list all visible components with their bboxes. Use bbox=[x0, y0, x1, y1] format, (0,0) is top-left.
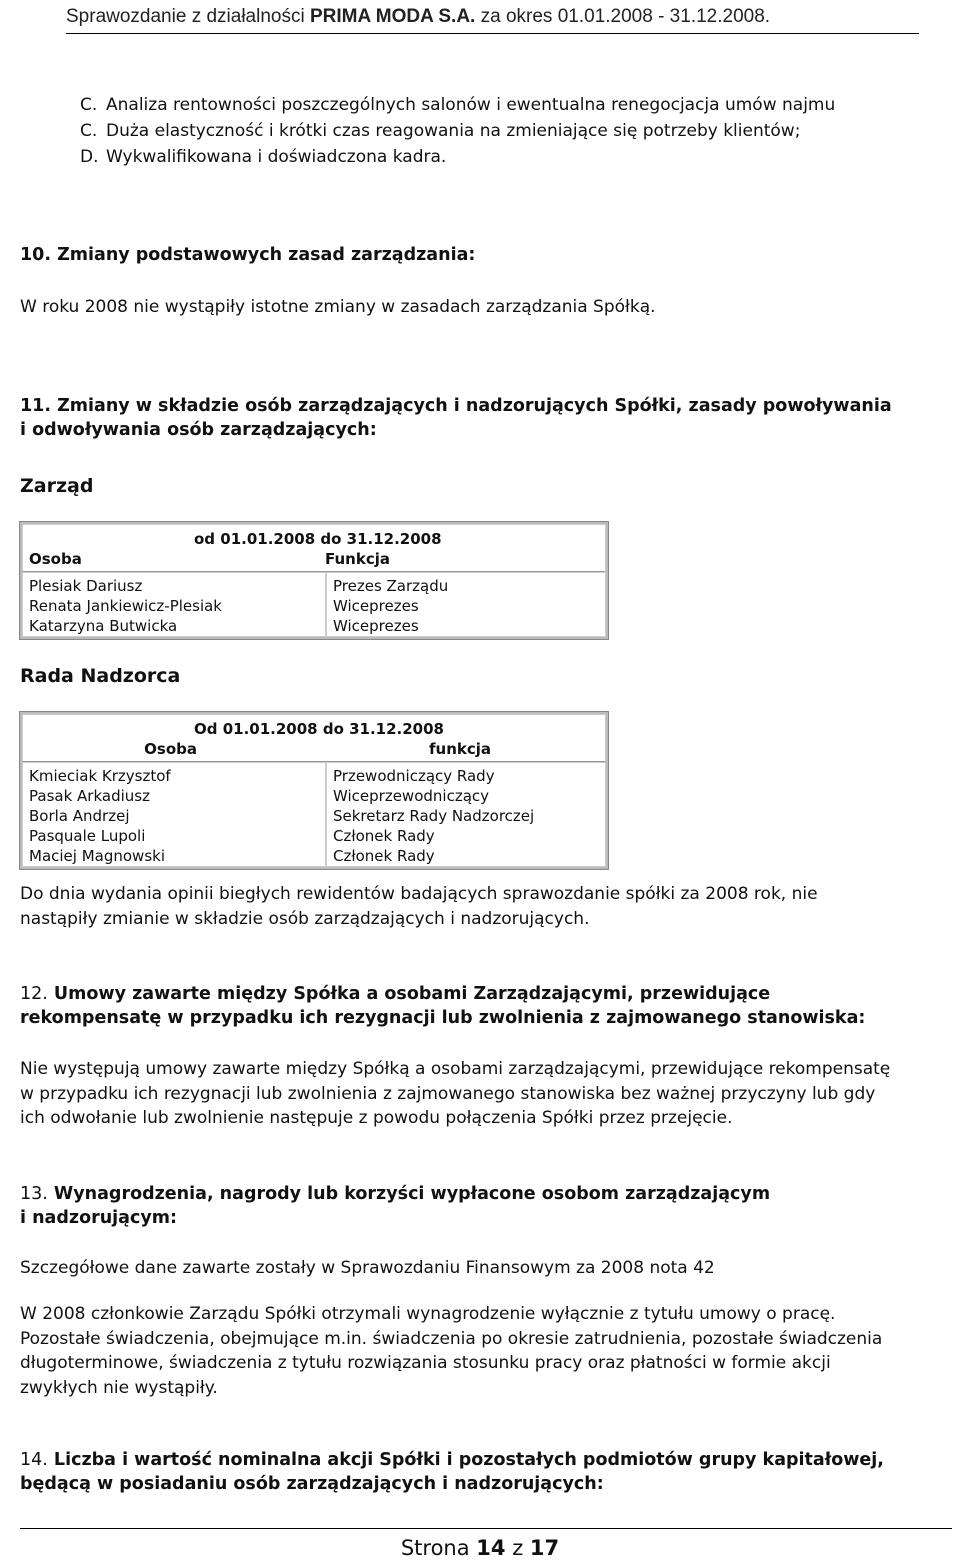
section-11-heading-line2: i odwoływania osób zarządzających: bbox=[20, 420, 377, 440]
current-page: 14 bbox=[476, 1536, 506, 1560]
page-footer bbox=[0, 1520, 960, 1563]
zarzad-title: Zarząd bbox=[20, 475, 94, 497]
section-14-heading bbox=[20, 1448, 884, 1496]
header-title bbox=[66, 6, 770, 28]
person-function: Członek Rady bbox=[333, 847, 435, 865]
table-row bbox=[22, 762, 606, 867]
table-period: od 01.01.2008 do 31.12.2008 bbox=[194, 530, 442, 548]
person-name: Pasak Arkadiusz bbox=[29, 787, 150, 805]
person-function: Członek Rady bbox=[333, 827, 435, 845]
advantages-list bbox=[80, 92, 940, 170]
section-14-heading-line2: będącą w posiadaniu osób zarządzających i nadzorujących: bbox=[20, 1474, 604, 1494]
list-letter: D. bbox=[80, 147, 99, 167]
table-header-cell bbox=[22, 714, 606, 762]
list-text: Analiza rentowności poszczególnych salonów i ewentualna renegocjacja umów najmu bbox=[106, 95, 836, 115]
person-name: Pasquale Lupoli bbox=[29, 827, 146, 845]
zarzad-table bbox=[20, 522, 608, 639]
list-item bbox=[80, 144, 940, 170]
table-cell bbox=[22, 572, 326, 637]
list-text: Duża elastyczność i krótki czas reagowania na zmieniające się potrzeby klientów; bbox=[106, 121, 801, 141]
section-13-heading-line2: i nadzorującym: bbox=[20, 1208, 178, 1228]
section-11-note bbox=[20, 882, 818, 931]
person-name: Renata Jankiewicz-Plesiak bbox=[29, 597, 222, 615]
list-item bbox=[80, 92, 940, 118]
section-number: 13. bbox=[20, 1184, 48, 1204]
person-name: Katarzyna Butwicka bbox=[29, 617, 178, 635]
note-line: nastąpiły zmianie w składzie osób zarządzających i nadzorujących. bbox=[20, 908, 590, 929]
header-prefix: Sprawozdanie z działalności bbox=[66, 6, 310, 27]
person-name: Maciej Magnowski bbox=[29, 847, 165, 865]
section-13-para2 bbox=[20, 1302, 882, 1400]
header-rule bbox=[66, 33, 919, 34]
section-13-para1: Szczegółowe dane zawarte zostały w Sprawozdaniu Finansowym za 2008 nota 42 bbox=[20, 1258, 715, 1278]
header-period: za okres 01.01.2008 - 31.12.2008. bbox=[475, 6, 771, 27]
section-11-heading bbox=[20, 394, 892, 442]
section-10-text: W roku 2008 nie wystąpiły istotne zmiany w zasadach zarządzania Spółką. bbox=[20, 297, 656, 317]
page-number bbox=[0, 1536, 960, 1560]
table-header-row bbox=[22, 714, 606, 762]
total-pages: 17 bbox=[529, 1536, 560, 1560]
section-number: 14. bbox=[20, 1450, 48, 1470]
section-13-heading bbox=[20, 1182, 770, 1230]
body-line: ich odwołanie lub zwolnienie następuje z powodu połączenia Spółki przez przejęcie. bbox=[20, 1108, 733, 1128]
footer-rule bbox=[20, 1528, 952, 1529]
person-function: Wiceprezes bbox=[333, 597, 419, 615]
body-line: Nie występują umowy zawarte między Spółką a osobami zarządzającymi, przewidujące rekompensatę bbox=[20, 1059, 891, 1079]
section-11-heading-line1: 11. Zmiany w składzie osób zarządzających i nadzorujących Spółki, zasady powoływania bbox=[20, 396, 892, 416]
section-number: 12. bbox=[20, 984, 48, 1004]
note-line: Do dnia wydania opinii biegłych rewidentów badających sprawozdanie spółki za 2008 rok, nie bbox=[20, 884, 818, 904]
person-name: Borla Andrzej bbox=[29, 807, 130, 825]
body-line: zwykłych nie wystąpiły. bbox=[20, 1377, 218, 1398]
person-function: Prezes Zarządu bbox=[333, 577, 449, 595]
table-cell bbox=[22, 762, 326, 867]
col-person-header: Osoba bbox=[144, 740, 197, 758]
col-person-header: Osoba bbox=[29, 550, 82, 568]
list-letter: C. bbox=[80, 121, 98, 141]
col-function-header: Funkcja bbox=[325, 550, 390, 568]
page-of: z bbox=[505, 1536, 530, 1560]
section-14-heading-line1: Liczba i wartość nominalna akcji Spółki i pozostałych podmiotów grupy kapitałowej, bbox=[47, 1450, 884, 1470]
person-function: Wiceprezes bbox=[333, 617, 419, 635]
list-text: Wykwalifikowana i doświadczona kadra. bbox=[106, 147, 447, 167]
list-letter: C. bbox=[80, 95, 98, 115]
table-header-row bbox=[22, 524, 606, 572]
person-function: Przewodniczący Rady bbox=[333, 767, 495, 785]
header-company: PRIMA MODA S.A. bbox=[309, 6, 476, 27]
page-label: Strona bbox=[400, 1536, 477, 1560]
section-12-body bbox=[20, 1057, 890, 1131]
table-col-headers bbox=[29, 739, 599, 759]
table-row bbox=[22, 572, 606, 637]
body-line: W 2008 członkowie Zarządu Spółki otrzymali wynagrodzenie wyłącznie z tytułu umowy o pracę. bbox=[20, 1304, 836, 1324]
body-line: długoterminowe, świadczenia z tytułu rozwiązania stosunku pracy oraz płatności w formie akcji bbox=[20, 1353, 831, 1373]
person-function: Wiceprzewodniczący bbox=[333, 787, 490, 805]
table-period: Od 01.01.2008 do 31.12.2008 bbox=[194, 720, 444, 738]
rada-table bbox=[20, 712, 608, 869]
section-13-heading-line1: Wynagrodzenia, nagrody lub korzyści wypłacone osobom zarządzającym bbox=[47, 1184, 771, 1204]
table-col-headers bbox=[29, 549, 599, 569]
section-12-heading bbox=[20, 982, 865, 1030]
body-line: Pozostałe świadczenia, obejmujące m.in. świadczenia po okresie zatrudnienia, pozostałe świadczenia bbox=[20, 1328, 883, 1349]
table-cell bbox=[326, 572, 606, 637]
table-cell bbox=[326, 762, 606, 867]
body-line: w przypadku ich rezygnacji lub zwolnienia z zajmowanego stanowiska bez ważnej przyczyny lub gdy bbox=[20, 1083, 876, 1104]
col-function-header: funkcja bbox=[429, 740, 492, 758]
section-10-heading: 10. Zmiany podstawowych zasad zarządzania: bbox=[20, 245, 476, 265]
person-function: Sekretarz Rady Nadzorczej bbox=[333, 807, 535, 825]
section-12-heading-line2: rekompensatę w przypadku ich rezygnacji lub zwolnienia z zajmowanego stanowiska: bbox=[20, 1008, 866, 1028]
person-name: Plesiak Dariusz bbox=[29, 577, 143, 595]
section-12-heading-line1: Umowy zawarte między Spółka a osobami Zarządzającymi, przewidujące bbox=[47, 984, 771, 1004]
person-name: Kmieciak Krzysztof bbox=[29, 767, 171, 785]
list-item bbox=[80, 118, 940, 144]
rada-title: Rada Nadzorca bbox=[20, 665, 181, 687]
table-header-cell bbox=[22, 524, 606, 572]
page-header bbox=[0, 0, 960, 36]
